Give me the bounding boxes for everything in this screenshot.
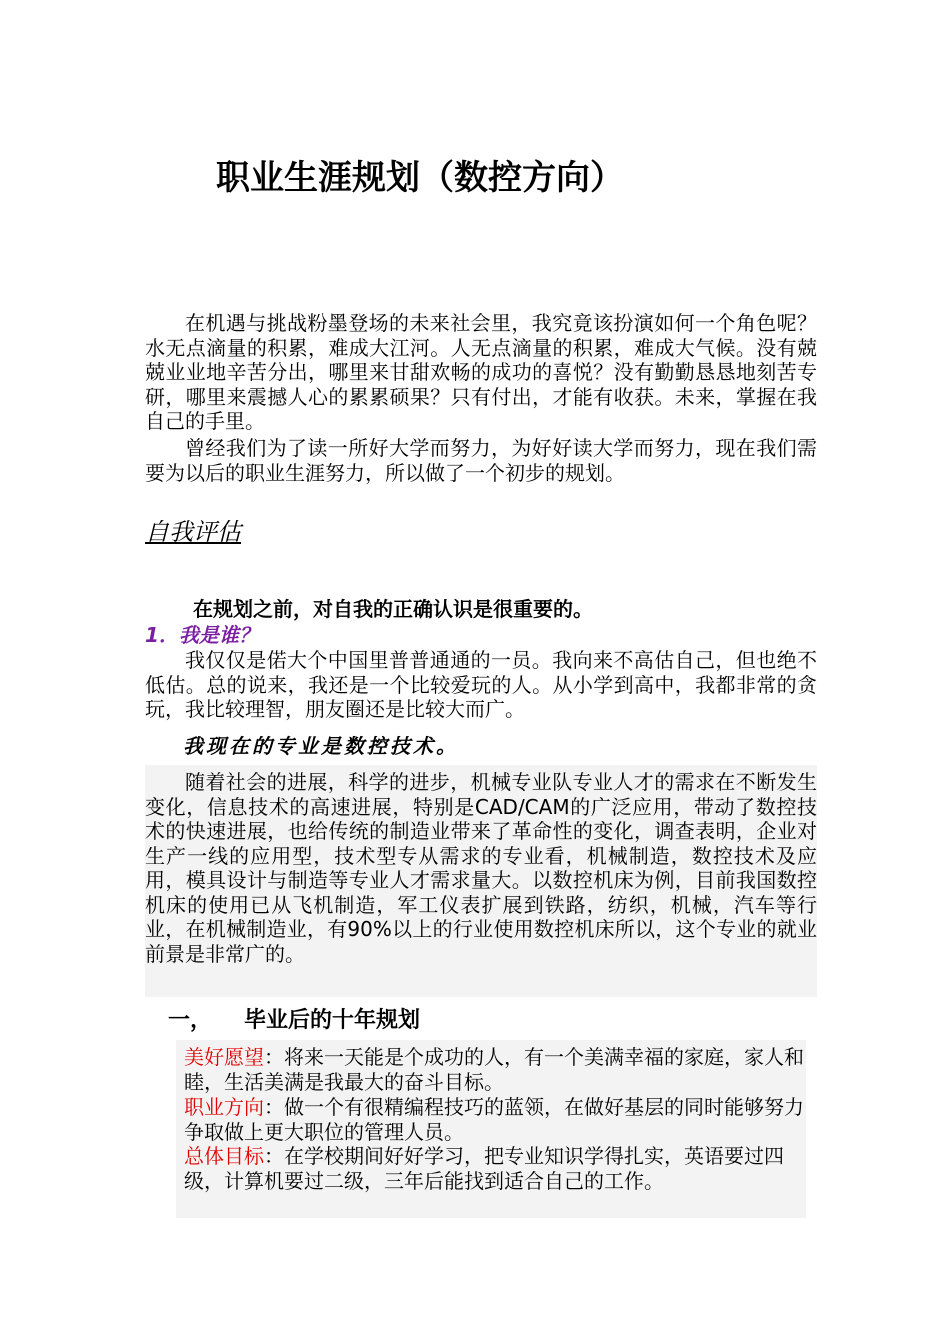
major-statement: 我现在的专业是数控技术。 <box>183 734 459 758</box>
plan-item-goal <box>184 1144 814 1193</box>
assessment-lead: 在规划之前，对自我的正确认识是很重要的。 <box>193 597 593 621</box>
section-heading-self-assessment: 自我评估 <box>145 518 241 546</box>
plan-item-wish <box>184 1045 814 1094</box>
plan-number: 一， <box>168 1008 213 1033</box>
plan-item-label: 总体目标 <box>184 1144 264 1168</box>
plan-item-text: 在学校期间好好学习，把专业知识学得扎实，英语要过四级，计算机要过二级，三年后能找到适合自己的工作。 <box>184 1144 784 1193</box>
plan-item-direction <box>184 1095 814 1144</box>
major-paragraph: 随着社会的进展，科学的进步，机械专业队专业人才的需求在不断发生变化，信息技术的高速进展，特别是CAD/CAM的广泛应用，带动了数控技术的快速进展，也给传统的制造业带来了革命性的变化，调查表明，企业对生产一线的应用型，技术型专从需求的专业看，机械制造，数控技术及应用，模具设计与制造等专业人才需求量大。以数控机床为例，目前我国数控机床的使用已从飞机制造，军工仪表扩展到铁路，纺织，机械，汽车等行业，在机械制造业，有90%以上的行业使用数控机床所以，这个专业的就业前景是非常广的。 <box>145 770 817 966</box>
plan-item-label: 美好愿望 <box>184 1045 264 1069</box>
plan-item-sep: ： <box>264 1045 284 1069</box>
intro-paragraph-2: 曾经我们为了读一所好大学而努力，为好好读大学而努力，现在我们需要为以后的职业生涯努力，所以做了一个初步的规划。 <box>145 436 817 485</box>
plan-item-label: 职业方向 <box>184 1095 264 1119</box>
plan-item-sep: ： <box>264 1095 284 1119</box>
intro-paragraph-1: 在机遇与挑战粉墨登场的未来社会里，我究竟该扮演如何一个角色呢？水无点滴量的积累，难成大江河。人无点滴量的积累，难成大气候。没有兢兢业业地辛苦分出，哪里来甘甜欢畅的成功的喜悦？没有勤勤恳恳地刻苦专研，哪里来震撼人心的累累硕果？只有付出，才能有收获。未来，掌握在我自己的手里。 <box>145 311 817 433</box>
plan-item-text: 将来一天能是个成功的人，有一个美满幸福的家庭，家人和睦，生活美满是我最大的奋斗目标。 <box>184 1045 804 1094</box>
plan-heading <box>168 1006 420 1036</box>
plan-item-text: 做一个有很精编程技巧的蓝领，在做好基层的同时能够努力争取做上更大职位的管理人员。 <box>184 1095 804 1144</box>
page-title: 职业生涯规划（数控方向） <box>216 158 624 198</box>
who-am-i-paragraph: 我仅仅是偌大个中国里普普通通的一员。我向来不高估自己，但也绝不低估。总的说来，我还是一个比较爱玩的人。从小学到高中，我都非常的贪玩，我比较理智，朋友圈还是比较大而广。 <box>145 648 817 721</box>
question-who-am-i: 1．我是谁？ <box>145 623 259 647</box>
plan-heading-text: 毕业后的十年规划 <box>244 1008 421 1033</box>
plan-item-sep: ： <box>264 1144 284 1168</box>
